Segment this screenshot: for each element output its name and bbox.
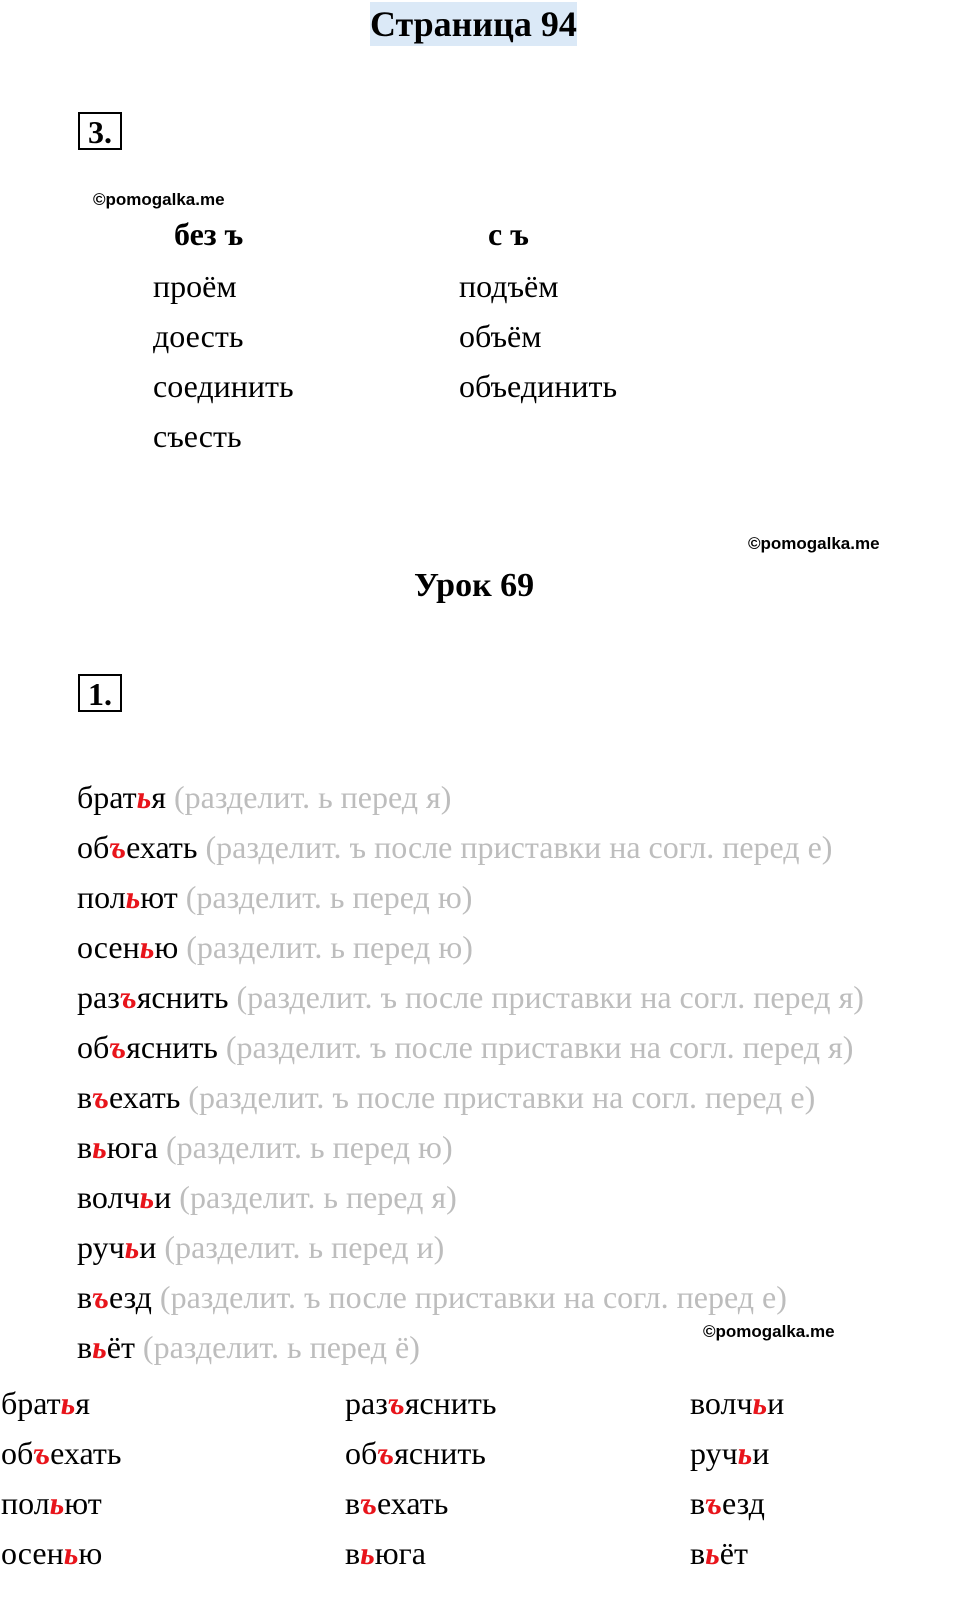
summary-word [1, 1378, 121, 1428]
separating-sign: ь [737, 1435, 753, 1471]
separating-sign: ь [139, 1179, 155, 1215]
summary-column-3 [690, 1378, 784, 1578]
separating-sign: ь [92, 1329, 107, 1365]
word-part: в [690, 1485, 706, 1521]
separating-sign: ь [705, 1535, 720, 1571]
summary-word [690, 1378, 784, 1428]
summary-word [1, 1428, 121, 1478]
word-part: и [767, 1385, 785, 1421]
summary-word [690, 1428, 784, 1478]
word-part: езд [108, 1279, 152, 1315]
word-part: волч [690, 1385, 753, 1421]
separating-sign: ъ [119, 979, 137, 1015]
word-part: об [1, 1435, 34, 1471]
word-list-with-hard-sign [459, 261, 617, 411]
summary-word [690, 1528, 784, 1578]
column-header-without-hard-sign: без ъ [174, 216, 244, 252]
word-part: в [690, 1535, 706, 1571]
separating-sign: ъ [377, 1435, 395, 1471]
word-part: я [75, 1385, 90, 1421]
rule-note: (разделит. ъ после приставки на согл. перед е) [151, 1279, 787, 1315]
page-title: Страница 94 [370, 4, 577, 44]
word-item: соединить [153, 368, 294, 404]
lesson-title: Урок 69 [414, 567, 535, 604]
rule-note: (разделит. ь перед ю) [177, 879, 473, 915]
column-header-with-hard-sign: с ъ [488, 216, 529, 252]
word-part: яснить [126, 1029, 218, 1065]
separating-sign: ъ [387, 1385, 405, 1421]
separating-sign: ъ [109, 829, 127, 865]
word-part: руч [77, 1229, 125, 1265]
separating-sign: ь [360, 1535, 375, 1571]
word-part: ёт [719, 1535, 748, 1571]
word-part: брат [1, 1385, 61, 1421]
word-part: осен [77, 929, 140, 965]
word-part: в [345, 1485, 361, 1521]
rule-note: (разделит. ь перед ю) [178, 929, 473, 965]
word-part: в [345, 1535, 361, 1571]
word-part: ют [140, 879, 178, 915]
answer-row [77, 1122, 864, 1172]
word-part: яснить [404, 1385, 497, 1421]
word-part: об [77, 829, 110, 865]
answer-row [77, 822, 864, 872]
separating-sign: ъ [360, 1485, 377, 1521]
word-part: об [77, 1029, 110, 1065]
word-part: ехать [126, 829, 198, 865]
rule-note: (разделит. ь перед ё) [134, 1329, 420, 1365]
separating-sign: ь [752, 1385, 768, 1421]
word-part: ехать [108, 1079, 181, 1115]
rule-note: (разделит. ъ после приставки на согл. перед я) [217, 1029, 854, 1065]
answer-row [77, 1172, 864, 1222]
word-part: брат [77, 779, 137, 815]
word-part: раз [345, 1385, 388, 1421]
word-part: и [139, 1229, 157, 1265]
word-part: ёт [106, 1329, 135, 1365]
answer-row [77, 1022, 864, 1072]
word-part: пол [77, 879, 126, 915]
separating-sign: ь [60, 1385, 76, 1421]
word-part: в [77, 1079, 93, 1115]
summary-word [1, 1528, 121, 1578]
word-part: об [345, 1435, 378, 1471]
summary-word [345, 1478, 496, 1528]
rule-note: (разделит. ь перед и) [156, 1229, 445, 1265]
answer-row [77, 1222, 864, 1272]
word-part: яснить [394, 1435, 486, 1471]
word-part: в [77, 1129, 93, 1165]
word-part: осен [1, 1535, 64, 1571]
separating-sign: ъ [92, 1279, 109, 1315]
word-part: волч [77, 1179, 140, 1215]
answer-row [77, 1272, 864, 1322]
watermark: ©pomogalka.me [93, 190, 225, 209]
word-part: юга [374, 1535, 426, 1571]
summary-word [690, 1478, 784, 1528]
word-part: ехать [376, 1485, 449, 1521]
answer-row [77, 972, 864, 1022]
word-part: я [151, 779, 166, 815]
separating-sign: ь [63, 1535, 79, 1571]
separating-sign: ь [92, 1129, 107, 1165]
task-number-3: 3. [78, 112, 122, 150]
summary-word [345, 1428, 496, 1478]
watermark: ©pomogalka.me [703, 1322, 835, 1341]
summary-word [345, 1528, 496, 1578]
word-item: съесть [153, 418, 242, 454]
task-number-1: 1. [78, 674, 122, 712]
answer-list [77, 772, 864, 1372]
summary-word [345, 1378, 496, 1428]
word-part: езд [721, 1485, 765, 1521]
answer-row [77, 922, 864, 972]
word-part: и [752, 1435, 770, 1471]
word-part: и [154, 1179, 172, 1215]
rule-note: (разделит. ъ после приставки на согл. перед е) [180, 1079, 816, 1115]
word-part: раз [77, 979, 120, 1015]
summary-word [1, 1478, 121, 1528]
word-part: в [77, 1279, 93, 1315]
rule-note: (разделит. ъ после приставки на согл. перед е) [197, 829, 833, 865]
word-part: руч [690, 1435, 738, 1471]
word-item: объединить [459, 368, 618, 404]
answer-row [77, 1072, 864, 1122]
summary-column-1 [1, 1378, 121, 1578]
watermark: ©pomogalka.me [748, 534, 880, 553]
separating-sign: ъ [705, 1485, 722, 1521]
word-part: ю [78, 1535, 103, 1571]
word-item: подъём [459, 268, 559, 304]
word-part: яснить [136, 979, 229, 1015]
summary-column-2 [345, 1378, 496, 1578]
separating-sign: ъ [109, 1029, 127, 1065]
word-part: ехать [50, 1435, 122, 1471]
separating-sign: ь [49, 1485, 65, 1521]
rule-note: (разделит. ъ после приставки на согл. перед я) [228, 979, 864, 1015]
separating-sign: ь [139, 929, 155, 965]
word-item: доесть [153, 318, 244, 354]
separating-sign: ь [136, 779, 152, 815]
separating-sign: ъ [92, 1079, 109, 1115]
rule-note: (разделит. ь перед я) [165, 779, 452, 815]
rule-note: (разделит. ь перед ю) [157, 1129, 453, 1165]
answer-row [77, 872, 864, 922]
word-part: ют [64, 1485, 102, 1521]
word-list-without-hard-sign [153, 261, 294, 461]
word-part: пол [1, 1485, 50, 1521]
word-part: ю [154, 929, 179, 965]
word-part: в [77, 1329, 93, 1365]
answer-row [77, 772, 864, 822]
word-item: проём [153, 268, 237, 304]
separating-sign: ь [125, 879, 141, 915]
separating-sign: ъ [33, 1435, 51, 1471]
rule-note: (разделит. ь перед я) [171, 1179, 457, 1215]
word-part: юга [106, 1129, 158, 1165]
word-item: объём [459, 318, 542, 354]
separating-sign: ь [124, 1229, 140, 1265]
